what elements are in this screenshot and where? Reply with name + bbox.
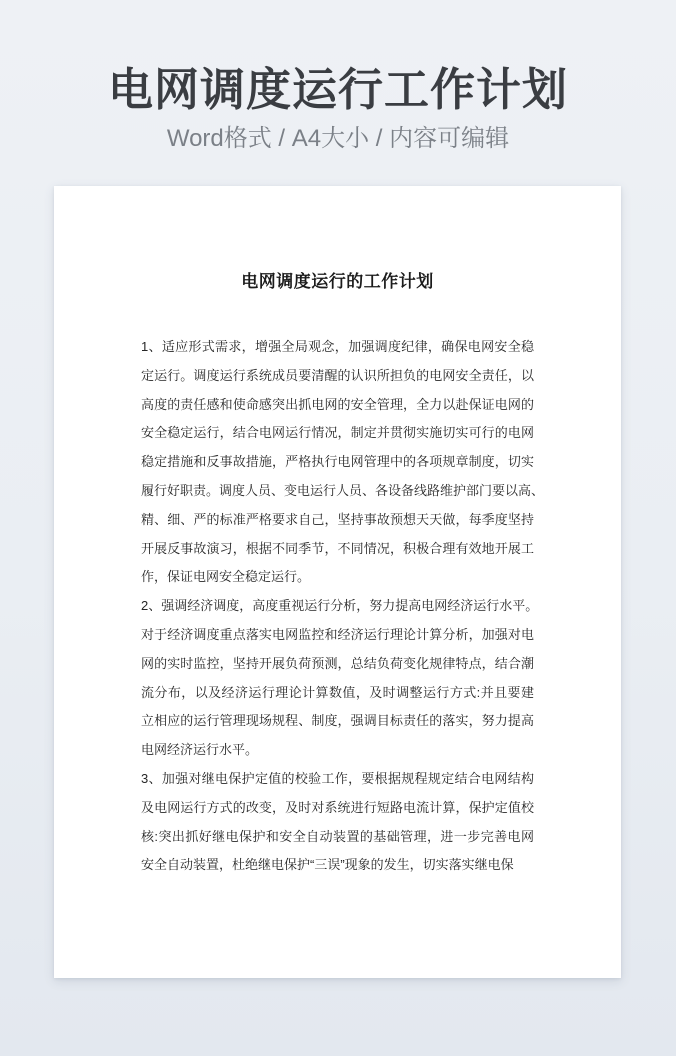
- document-text-line: 核:突出抓好继电保护和安全自动装置的基础管理，进一步完善电网: [141, 828, 534, 844]
- document-text-line: 3、加强对继电保护定值的校验工作，要根据规程规定结合电网结构: [141, 770, 534, 786]
- document-text-line: 高度的责任感和使命感突出抓电网的安全管理，全力以赴保证电网的: [141, 396, 534, 412]
- document-text-line: 开展反事故演习，根据不同季节，不同情况，积极合理有效地开展工: [141, 540, 534, 556]
- document-text-line: 履行好职责。调度人员、变电运行人员、各设备线路维护部门要以高、: [141, 482, 545, 498]
- document-text-line: 立相应的运行管理现场规程、制度，强调目标责任的落实，努力提高: [141, 713, 534, 729]
- document-text-line: 1、适应形式需求，增强全局观念，加强调度纪律，确保电网安全稳: [141, 339, 534, 354]
- page-subtitle: Word格式 / A4大小 / 内容可编辑: [166, 125, 510, 152]
- document-text-line: 流分布，以及经济运行理论计算数值，及时调整运行方式:并且要建: [141, 684, 534, 700]
- listing-header: [0, 0, 676, 153]
- document-text-line: 及电网运行方式的改变，及时对系统进行短路电流计算，保护定值校: [141, 799, 534, 815]
- document-text-line: 稳定措施和反事故措施，严格执行电网管理中的各项规章制度，切实: [141, 454, 534, 470]
- document-body: [141, 333, 545, 880]
- document-text-line: 安全稳定运行，结合电网运行情况，制定并贯彻实施切实可行的电网: [141, 425, 534, 441]
- document-page: [54, 186, 621, 978]
- document-text-line: 精、细、严的标准严格要求自己，坚持事故预想天天做，每季度坚持: [141, 511, 534, 527]
- document-text-line: 网的实时监控，坚持开展负荷预测，总结负荷变化规律特点，结合潮: [141, 655, 534, 671]
- document-text-line: 作，保证电网安全稳定运行。: [141, 569, 311, 585]
- page-title: 电网调度运行工作计划: [107, 64, 568, 115]
- document-text-line: 2、强调经济调度，高度重视运行分析，努力提高电网经济运行水平。: [141, 598, 539, 614]
- document-text-line: 定运行。调度运行系统成员要清醒的认识所担负的电网安全责任，以: [141, 367, 534, 383]
- document-text-line: 对于经济调度重点落实电网监控和经济运行理论计算分析，加强对电: [141, 626, 534, 642]
- document-text-line: 电网经济运行水平。: [141, 742, 259, 758]
- document-text-line: 安全自动装置，杜绝继电保护“三误”现象的发生，切实落实继电保: [141, 857, 514, 873]
- document-title: 电网调度运行的工作计划: [241, 272, 434, 291]
